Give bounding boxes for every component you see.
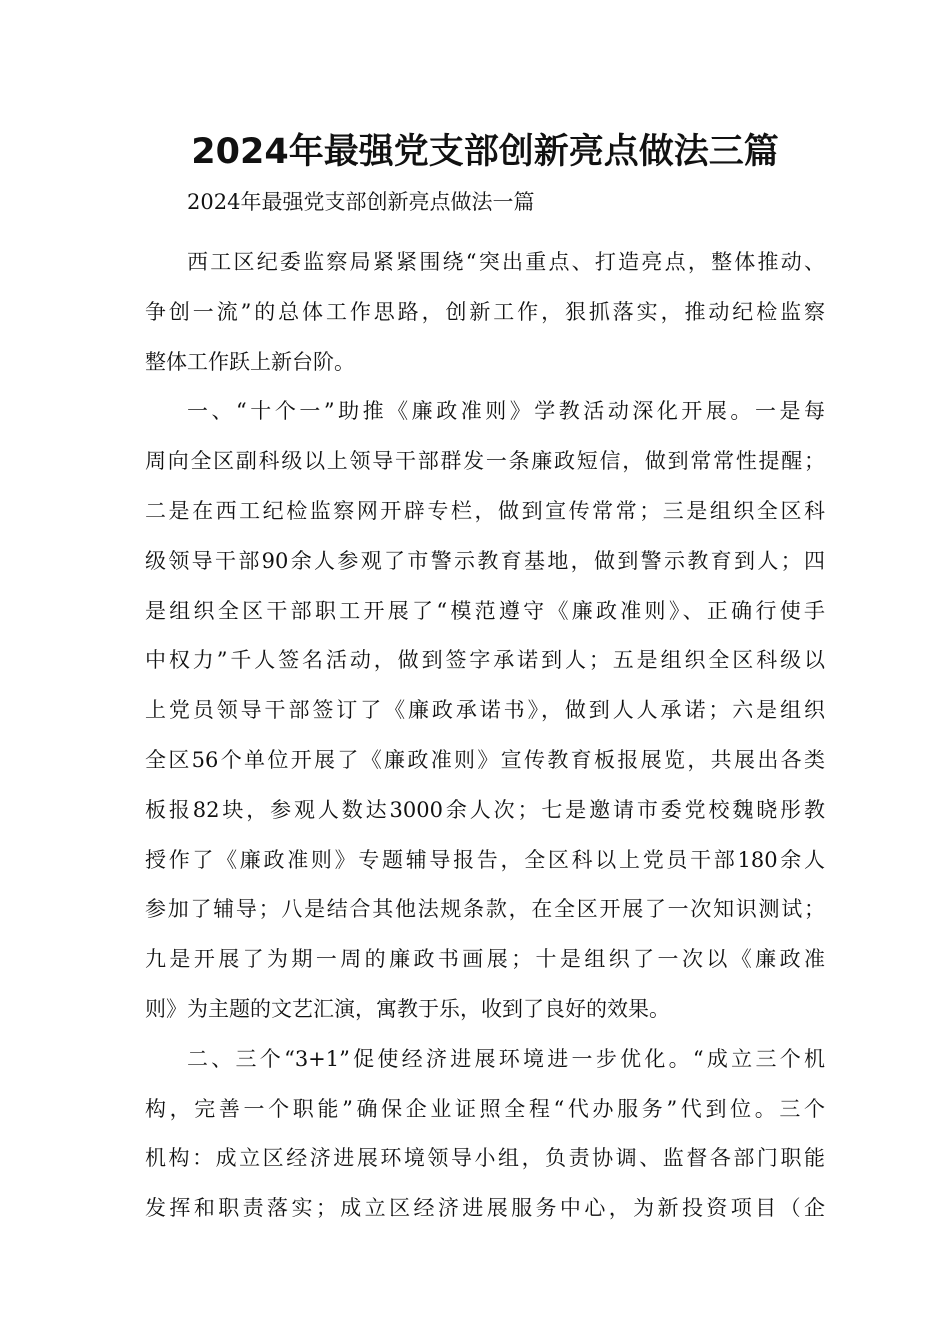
paragraph-line: 二是在西工纪检监察网开辟专栏，做到宣传常常；三是组织全区科	[145, 498, 825, 523]
paragraph-line: 周向全区副科级以上领导干部群发一条廉政短信，做到常常性提醒；	[145, 449, 825, 474]
paragraph-1	[145, 238, 825, 387]
paragraph-line: 二、三个“3+1”促使经济进展环境进一步优化。“成立三个机	[187, 1046, 825, 1071]
document-title: 2024年最强党支部创新亮点做法三篇	[191, 132, 779, 172]
paragraph-line: 九是开展了为期一周的廉政书画展；十是组织了一次以《廉政准	[145, 947, 825, 972]
paragraph-line: 授作了《廉政准则》专题辅导报告，全区科以上党员干部180余人	[145, 847, 825, 872]
paragraph-line: 发挥和职责落实；成立区经济进展服务中心，为新投资项目（企	[145, 1196, 825, 1221]
paragraph-line: 构，完善一个职能”确保企业证照全程“代办服务”代到位。三个	[145, 1096, 825, 1121]
paragraph-line: 中权力”千人签名活动，做到签字承诺到人；五是组织全区科级以	[145, 648, 825, 673]
document-page	[145, 128, 825, 1234]
paragraph-line: 上党员领导干部签订了《廉政承诺书》，做到人人承诺；六是组织	[145, 698, 825, 723]
paragraph-line: 是组织全区干部职工开展了“模范遵守《廉政准则》、正确行使手	[145, 598, 825, 623]
paragraph-line: 全区56个单位开展了《廉政准则》宣传教育板报展览，共展出各类	[145, 747, 825, 772]
paragraph-3	[145, 1035, 825, 1234]
paragraph-line: 一、“十个一”助推《廉政准则》学教活动深化开展。一是每	[187, 399, 825, 424]
paragraph-line: 机构：成立区经济进展环境领导小组，负责协调、监督各部门职能	[145, 1146, 825, 1171]
paragraph-line: 争创一流”的总体工作思路，创新工作，狠抓落实，推动纪检监察	[145, 299, 825, 324]
paragraph-line: 参加了辅导；八是结合其他法规条款，在全区开展了一次知识测试；	[145, 897, 825, 922]
paragraph-2	[145, 387, 825, 1034]
document-subtitle: 2024年最强党支部创新亮点做法一篇	[187, 190, 535, 214]
paragraph-line: 整体工作跃上新台阶。	[145, 349, 355, 374]
paragraph-line: 级领导干部90余人参观了市警示教育基地，做到警示教育到人；四	[145, 548, 825, 573]
paragraph-line: 板报82块，参观人数达3000余人次；七是邀请市委党校魏晓彤教	[145, 797, 825, 822]
paragraph-line: 则》为主题的文艺汇演，寓教于乐，收到了良好的效果。	[145, 996, 670, 1021]
paragraph-line: 西工区纪委监察局紧紧围绕“突出重点、打造亮点，整体推动、	[187, 250, 825, 274]
